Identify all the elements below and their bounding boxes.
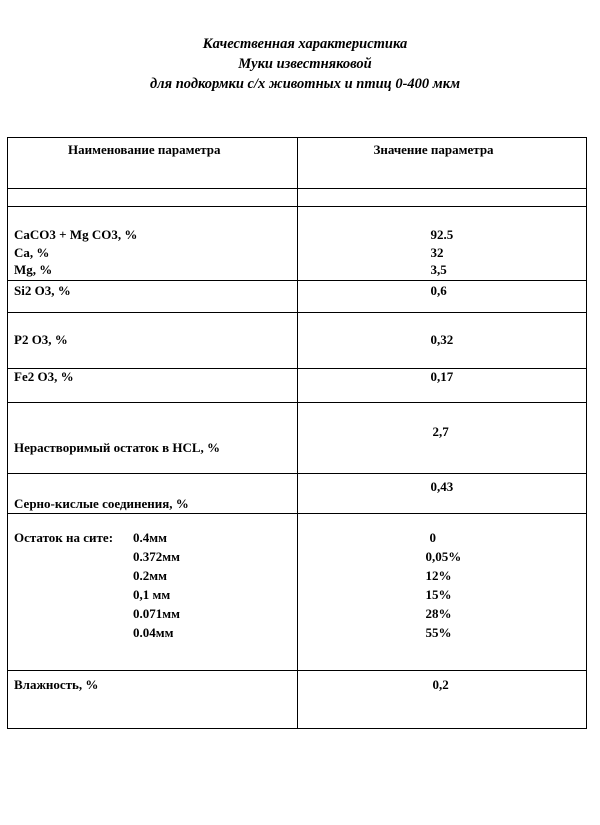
sieve-value-3: 12% [425,568,452,583]
sieve-value-2: 0,05% [425,549,462,564]
table-header-row [8,138,587,189]
value-insoluble-residue: 2,7 [432,424,449,439]
document-title [0,34,600,94]
param-insoluble-residue: Нерастворимый остаток в HCL, % [14,440,221,455]
header-param-cell [8,138,298,189]
value-sulfuric-compounds: 0,43 [430,479,454,494]
sieve-value-6: 55% [425,625,452,640]
param-mg: Mg, % [14,262,53,277]
param-si2o3: Si2 O3, % [14,283,71,298]
param-moisture: Влажность, % [14,677,99,692]
sieve-value-5: 28% [425,606,452,621]
table-row-fe2o3 [8,369,587,403]
insoluble-param-cell [8,403,298,474]
table-row-moisture [8,671,587,729]
param-fe2o3: Fe2 O3, % [14,369,74,384]
sulfuric-value-cell [297,474,587,514]
value-moisture: 0,2 [432,677,449,692]
value-si2o3: 0,6 [430,283,447,298]
title-line-1: Качественная характеристика [202,36,408,52]
param-caco3-mgco3: CaCO3 + Mg CO3, % [14,227,138,242]
table-row-insoluble [8,403,587,474]
sulfuric-param-cell [8,474,298,514]
table-row-empty [8,189,587,207]
value-mg: 3,5 [430,262,447,277]
header-value-label: Значение параметра [373,142,494,157]
value-caco3-mgco3: 92.5 [430,227,454,242]
parameters-table [7,137,587,729]
sieve-label: Остаток на сите: [14,530,114,545]
composition-value-cell [297,207,587,281]
p2o3-param-cell [8,313,298,369]
table-row-sulfuric [8,474,587,514]
p2o3-value-cell [297,313,587,369]
title-line-3: для подкормки с/х животных и птиц 0-400 мкм [149,76,461,92]
sieve-param-cell [8,514,298,671]
moisture-param-cell [8,671,298,729]
sieve-size-5: 0.071мм [133,606,180,621]
composition-param-cell [8,207,298,281]
sieve-value-cell [297,514,587,671]
sieve-size-2: 0.372мм [133,549,180,564]
param-ca: Ca, % [14,244,50,260]
si2o3-param-cell [8,281,298,313]
value-fe2o3: 0,17 [430,369,454,384]
table-row-sieve [8,514,587,671]
moisture-value-cell [297,671,587,729]
sieve-value-1: 0 [429,530,436,545]
param-sulfuric-compounds: Серно-кислые соединения, % [14,496,189,511]
table-row-p2o3 [8,313,587,369]
sieve-size-1: 0.4мм [133,530,167,545]
title-line-2: Муки известняковой [238,56,372,72]
table-row-composition [8,207,587,281]
header-value-cell [297,138,587,189]
sieve-value-4: 15% [425,587,452,602]
fe2o3-value-cell [297,369,587,403]
header-param-label: Наименование параметра [68,142,221,157]
insoluble-value-cell [297,403,587,474]
value-ca: 32 [430,244,444,260]
sieve-size-6: 0.04мм [133,625,174,640]
param-p2o3: P2 O3, % [14,332,68,347]
table-row-si2o3 [8,281,587,313]
empty-cell [8,189,298,207]
empty-cell [297,189,587,207]
value-p2o3: 0,32 [430,332,454,347]
si2o3-value-cell [297,281,587,313]
sieve-size-3: 0.2мм [133,568,167,583]
fe2o3-param-cell [8,369,298,403]
sieve-size-4: 0,1 мм [133,587,171,602]
